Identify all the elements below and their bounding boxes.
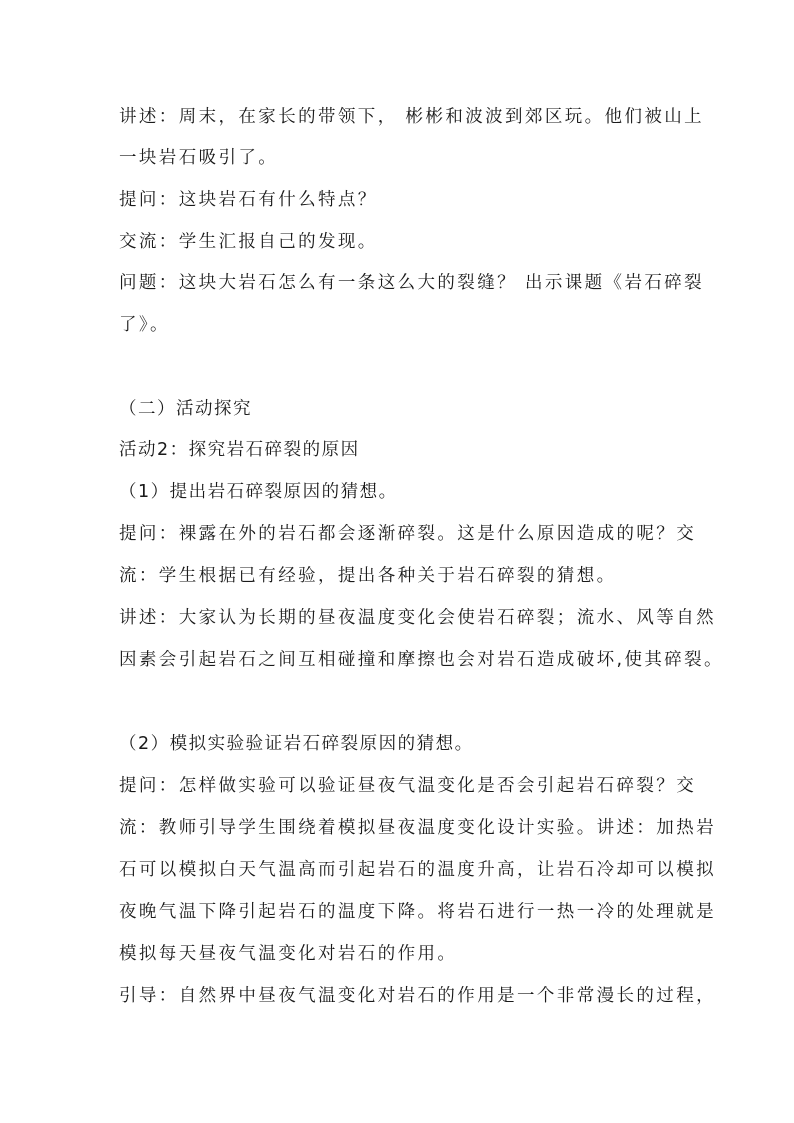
paragraph-line-narration: 讲述：大家认为长期的昼夜温度变化会使岩石碎裂；流水、风等自然 [119,608,716,628]
section-heading: （二）活动探究 [119,399,252,419]
paragraph-line-narration: 讲述：周末，在家长的带领下， 彬彬和波波到郊区玩。他们被山上 [119,107,705,127]
paragraph-line: 石可以模拟白天气温高而引起岩石的温度升高，让岩石冷却可以模拟 [119,860,716,880]
paragraph-line-question: 提问：怎样做实验可以验证昼夜气温变化是否会引起岩石碎裂？交 [119,776,697,796]
paragraph-line: 因素会引起岩石之间互相碰撞和摩擦也会对岩石造成破坏,使其碎裂。 [119,650,724,670]
paragraph-line: 一块岩石吸引了。 [119,148,279,168]
subsection-heading: （2）模拟实验验证岩石碎裂原因的猜想。 [119,734,474,754]
paragraph-line: 了》。 [119,315,170,335]
paragraph-line-problem: 问题：这块大岩石怎么有一条这么大的裂缝？ 出示课题《岩石碎裂 [119,273,705,293]
subsection-heading: （1）提出岩石碎裂原因的猜想。 [119,482,398,502]
paragraph-line: 模拟每天昼夜气温变化对岩石的作用。 [119,944,458,964]
paragraph-line-exchange: 交流：学生汇报自己的发现。 [119,232,378,252]
paragraph-line: 夜晚气温下降引起岩石的温度下降。将岩石进行一热一冷的处理就是 [119,902,716,922]
paragraph-line: 流：学生根据已有经验，提出各种关于岩石碎裂的猜想。 [119,566,617,586]
paragraph-line-guidance: 引导：自然界中昼夜气温变化对岩石的作用是一个非常漫长的过程， [119,986,716,1006]
paragraph-line: 流：教师引导学生围绕着模拟昼夜温度变化设计实验。讲述：加热岩 [119,818,716,838]
activity-heading: 活动2：探究岩石碎裂的原因 [119,440,360,460]
paragraph-line-question: 提问：裸露在外的岩石都会逐渐碎裂。这是什么原因造成的呢？交 [119,524,697,544]
paragraph-line-question: 提问：这块岩石有什么特点？ [119,190,378,210]
